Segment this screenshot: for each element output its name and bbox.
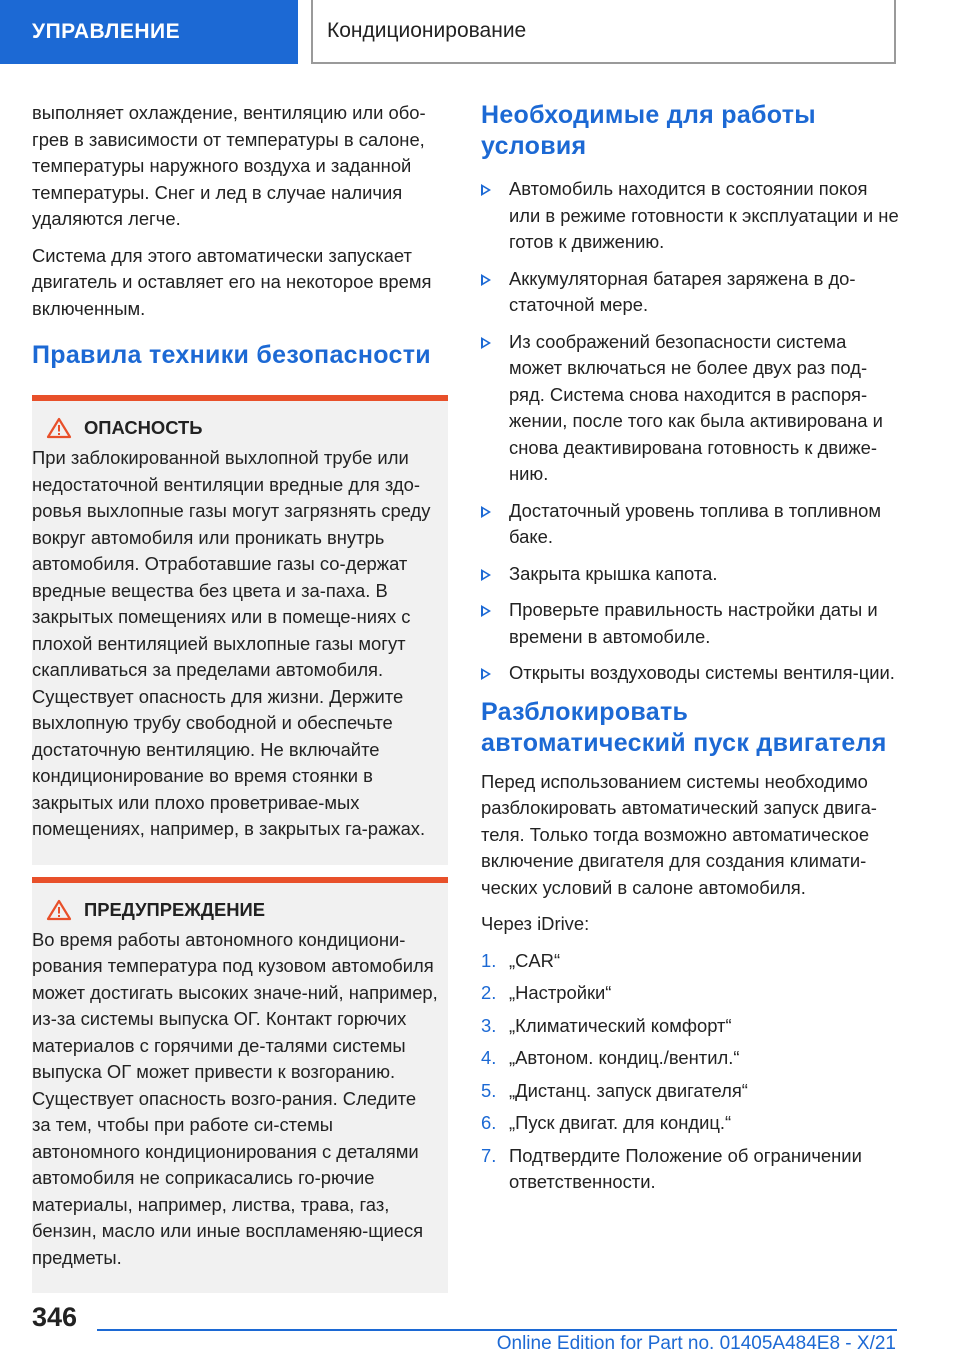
list-item: Автомобиль находится в состоянии покоя или в режиме готовности к эксплуатации и не готов к движению. — [481, 176, 899, 256]
warning-title-row — [32, 899, 438, 921]
danger-title: ОПАСНОСТЬ — [84, 417, 203, 438]
bullet-triangle-icon — [481, 506, 491, 518]
list-item: Закрыта крышка капота. — [481, 561, 899, 588]
warning-box — [32, 877, 448, 1294]
list-item: Открыты воздуховоды системы вентиля-ции. — [481, 660, 899, 687]
list-item: 3. „Климатический комфорт“ — [481, 1013, 899, 1040]
system-paragraph: Система для этого автоматически запускает двигатель и оставляет его на некоторое время включенным. — [32, 244, 432, 319]
unlock-paragraph: Перед использованием системы необходимо разблокировать автоматический запуск двига-теля. Только тогда возможно автоматическое включение двигателя для создания климати-ческих условий в салоне автомобиля. — [481, 770, 877, 898]
warning-text: Во время работы автономного кондициони-рования температура под кузовом автомобиля может достигать высоких значе-ний, например, из-за системы выпуска ОГ. Контакт горючих материалов с горячими де-талями системы выпуска ОГ может привести к возгоранию. Существует опасность возго-рания. Следите за тем, чтобы при работе си-стемы автономного кондиционирования с деталями автомобиля не соприкасались го-рючие материалы, например, листва, трава, газ, бензин, масло или иные воспламеняю-щиеся предметы. — [32, 928, 438, 1268]
warning-title: ПРЕДУПРЕЖДЕНИЕ — [84, 898, 266, 920]
unlock-heading: Разблокировать автоматический пуск двигателя — [481, 697, 887, 757]
bullet-triangle-icon — [481, 274, 491, 286]
intro-paragraph: выполняет охлаждение, вентиляцию или обо-грев в зависимости от температуры в салоне, температуры наружного воздуха и заданной температуры. Снег и лед в случае наличия удаляются легче. — [32, 102, 426, 229]
step-number: 3. — [481, 1014, 497, 1036]
list-item: 4. „Автоном. кондиц./вентил.“ — [481, 1045, 899, 1072]
list-item: 5. „Дистанц. запуск двигателя“ — [481, 1078, 899, 1105]
list-item: 7. Подтвердите Положение об ограничении ответственности. — [481, 1144, 862, 1192]
list-item: 1. „CAR“ — [481, 948, 899, 975]
list-item: Аккумуляторная батарея заряжена в до-статочной мере. — [481, 266, 899, 319]
step-number: 2. — [481, 982, 497, 1003]
steps-list — [481, 948, 899, 1196]
danger-box — [32, 395, 448, 865]
danger-title-row — [32, 417, 438, 439]
list-item: Достаточный уровень топлива в топливном баке. — [481, 498, 899, 551]
bullet-triangle-icon — [481, 184, 491, 196]
warning-triangle-icon — [46, 417, 72, 439]
chapter-tab — [311, 0, 896, 64]
list-item: 6. „Пуск двигат. для кондиц.“ — [481, 1110, 899, 1137]
left-column — [32, 100, 448, 1305]
bullet-triangle-icon — [481, 569, 491, 581]
bullet-triangle-icon — [481, 605, 491, 617]
right-column — [481, 100, 899, 1202]
edition-link[interactable]: Online Edition for Part no. 01405A484E8 - X/21 — [496, 1333, 896, 1354]
conditions-list — [481, 176, 899, 687]
list-item: 2. „Настройки“ — [481, 980, 899, 1007]
step-number: 5. — [481, 1079, 497, 1101]
step-number: 1. — [481, 949, 497, 971]
step-number: 6. — [481, 1112, 497, 1133]
bullet-triangle-icon — [481, 668, 491, 680]
step-number: 4. — [481, 1047, 497, 1068]
chapter-title: Кондиционирование — [327, 19, 527, 42]
warning-triangle-icon — [46, 899, 72, 921]
page-number: 346 — [32, 1302, 78, 1332]
safety-heading: Правила техники безопасности — [32, 341, 431, 369]
list-item: Из соображений безопасности система может включаться не более двух раз под-ряд. Система снова находится в распоря-жении, после того как была активирована и снова деактивирована готовность к движе-нию. — [481, 329, 899, 488]
footer-divider — [97, 1329, 897, 1331]
section-title: УПРАВЛЕНИЕ — [32, 20, 181, 43]
conditions-heading: Необходимые для работы условия — [481, 101, 816, 160]
step-number: 7. — [481, 1144, 497, 1166]
danger-text: При заблокированной выхлопной трубе или недостаточной вентиляции вредные для здо-ровья выхлопные газы могут загрязнять среду вокруг автомобиля или проникать внутрь автомобиля. Отработавшие газы со-держат вредные вещества без цвета и за-паха. В закрытых помещениях или в помеще-ниях с плохой вентиляцией выхлопные газы могут скапливаться за пределами автомобиля. Существует опасность для жизни. Держите выхлопную трубу свободной и обеспечьте достаточную вентиляцию. Не включайте кондиционирование во время стоянки в закрытых или плохо проветривае-мых помещениях, например, в закрытых га-ражах. — [32, 447, 431, 839]
list-item: Проверьте правильность настройки даты и времени в автомобиле. — [481, 597, 899, 650]
section-tab — [0, 0, 298, 64]
idrive-label: Через iDrive: — [481, 913, 590, 934]
bullet-triangle-icon — [481, 337, 491, 349]
